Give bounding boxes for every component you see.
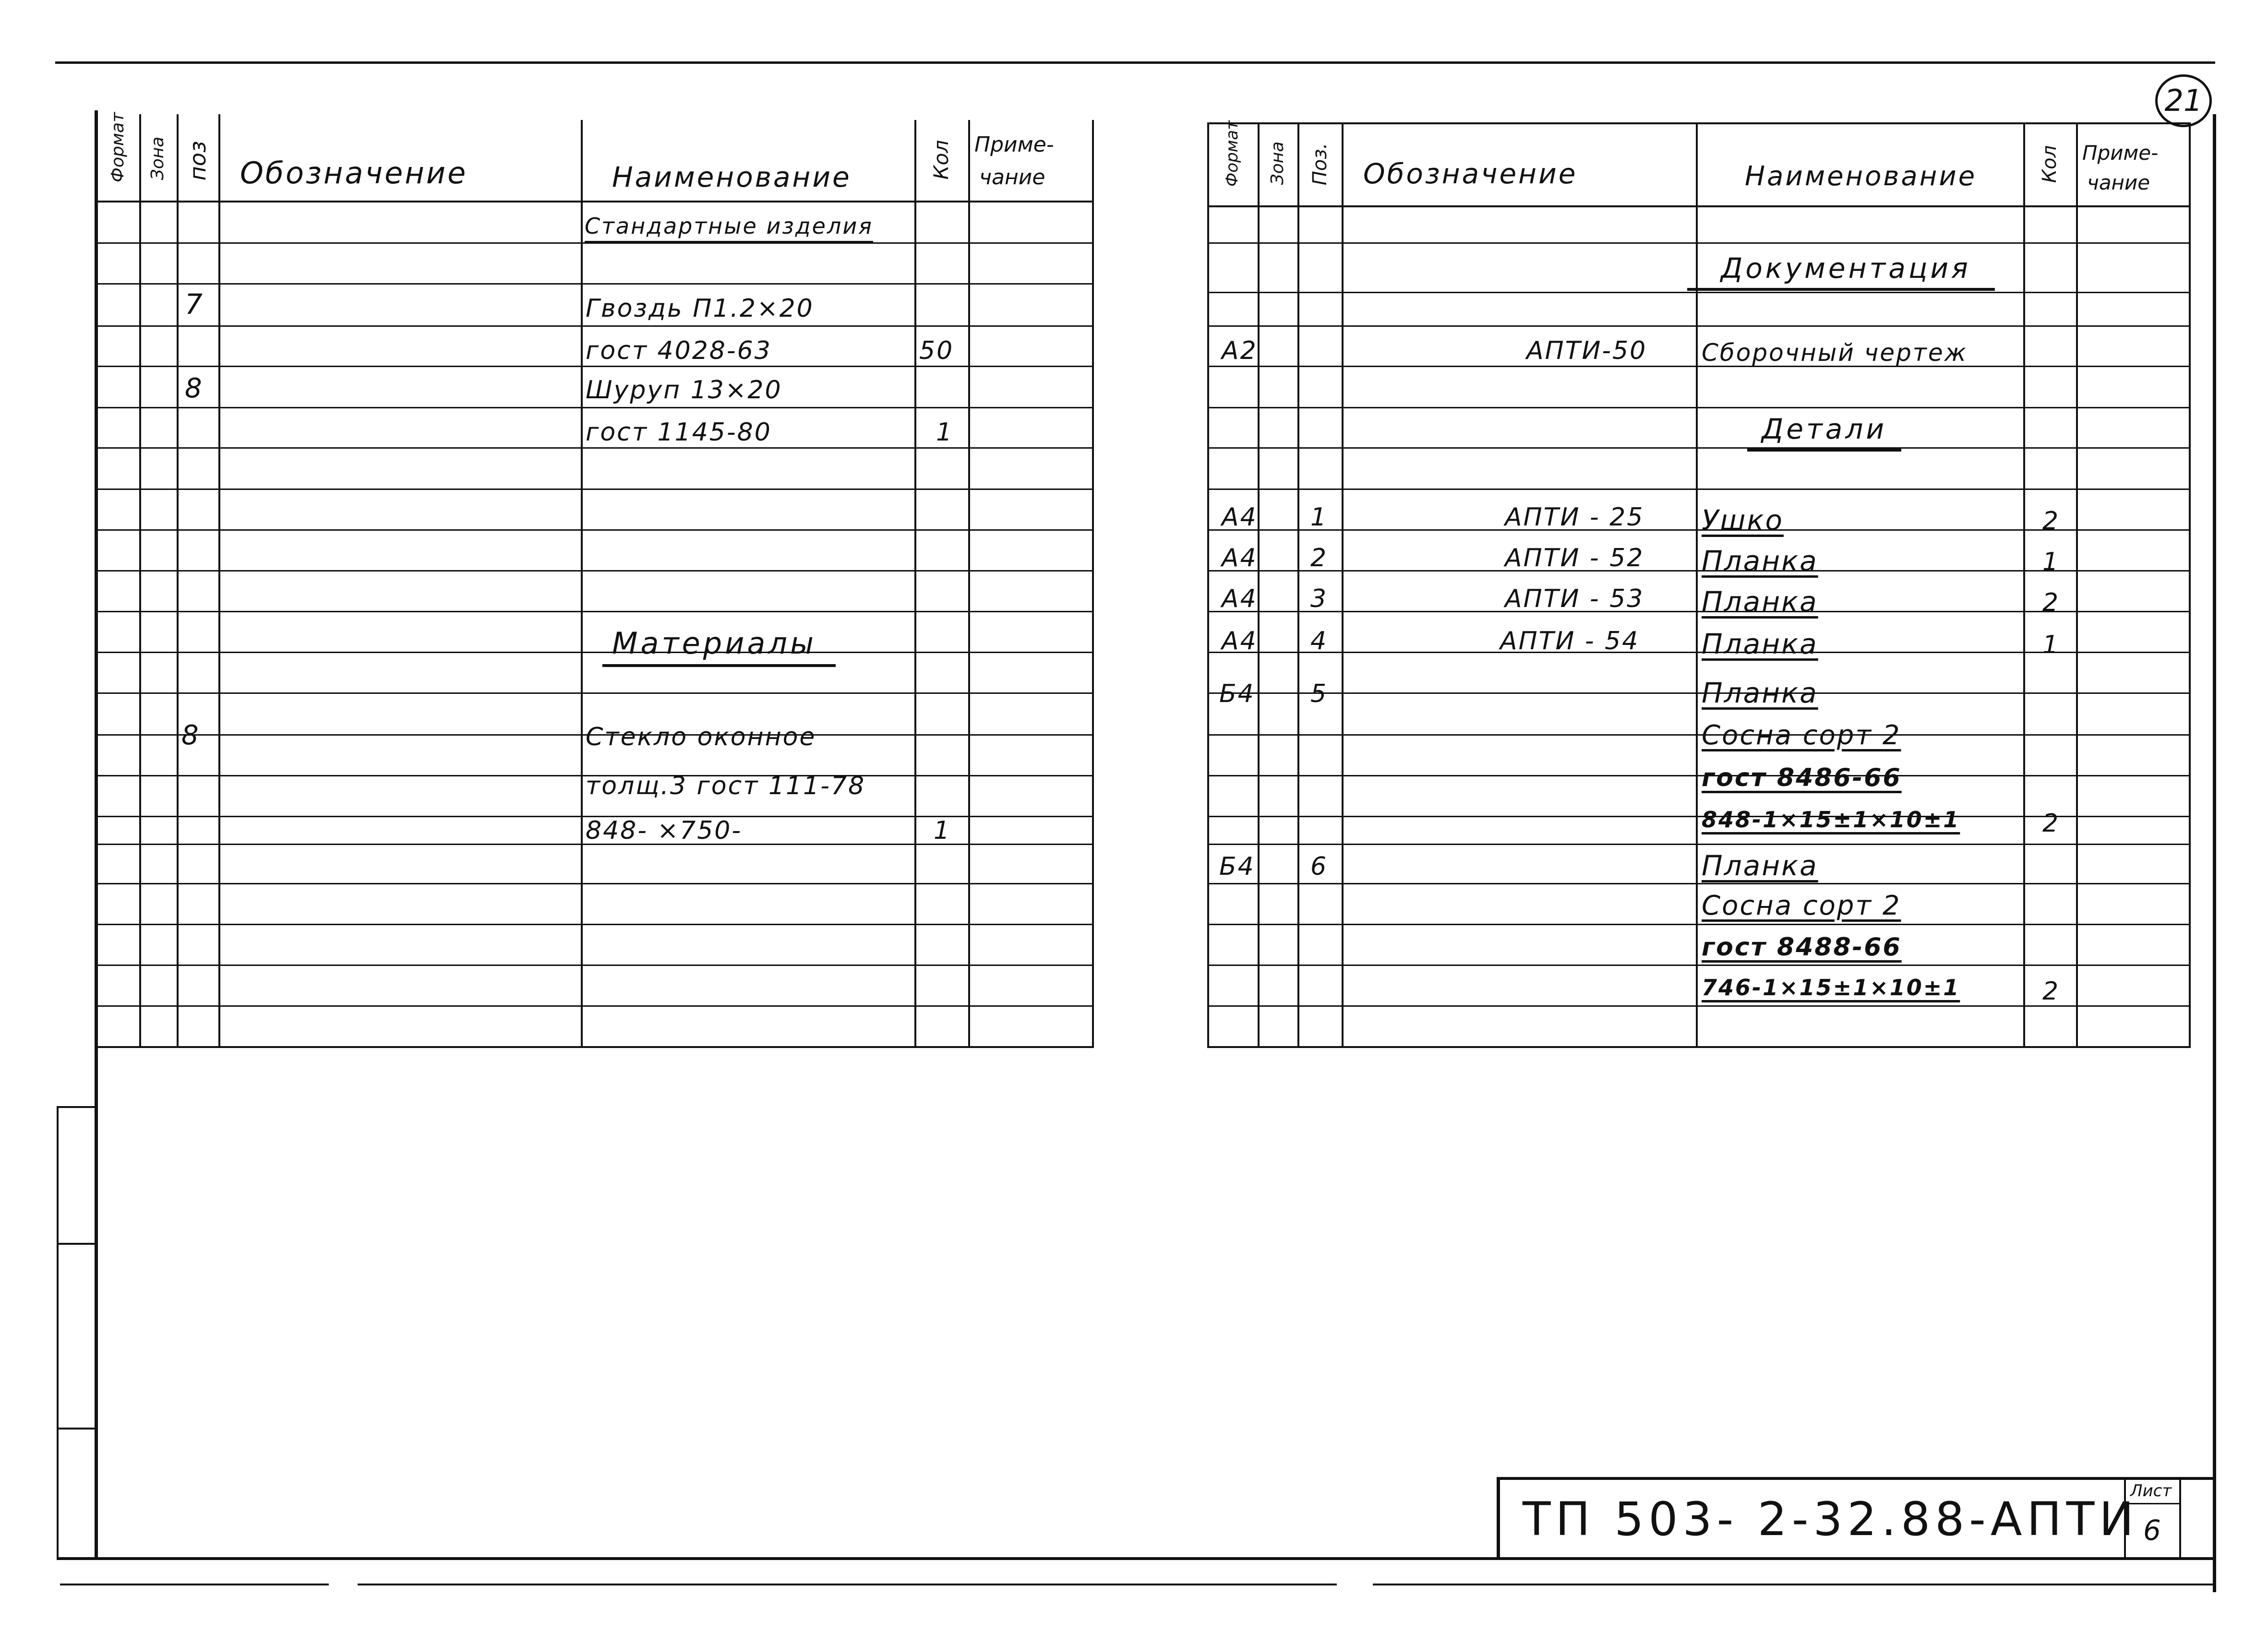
- left-row-line: [95, 611, 1094, 612]
- right-row-pos: 5: [1310, 679, 1328, 708]
- sheet-label: Лист: [2130, 1481, 2172, 1501]
- left-row-line: [95, 529, 1094, 531]
- right-header-bottom: [1207, 205, 2191, 207]
- right-row-qty: 2: [2042, 588, 2060, 617]
- right-row-line: [1207, 488, 2191, 490]
- right-row-name: 848-1×15±1×10±1: [1702, 807, 1960, 833]
- binding-strip: [57, 1106, 59, 1560]
- left-row-line: [95, 924, 1094, 925]
- right-table-line: [2076, 122, 2078, 1048]
- left-row-line: [95, 283, 1094, 285]
- right-row-name: Планка: [1702, 545, 1818, 577]
- right-row-format: А4: [1222, 584, 1258, 613]
- left-section-materials: Материалы: [602, 629, 836, 667]
- left-row-line: [95, 366, 1094, 367]
- left-row-name: гост 4028-63: [586, 336, 772, 365]
- right-row-designation: АПТИ - 52: [1505, 544, 1644, 572]
- right-header-qty: Кол: [2039, 145, 2061, 183]
- right-row-qty: 2: [2042, 977, 2060, 1006]
- right-table-line: [1342, 122, 1344, 1048]
- right-row-designation: АПТИ-50: [1526, 336, 1647, 365]
- right-row-name: Сборочный чертеж: [1702, 339, 1968, 367]
- left-row-name: 848- ×750-: [586, 816, 743, 845]
- left-row-qty: 1: [936, 418, 954, 447]
- right-row-line: [1207, 883, 2191, 884]
- right-row-line: [1207, 325, 2191, 327]
- sheet-badge-label: 21: [2164, 83, 2203, 118]
- right-row-pos: 6: [1310, 852, 1328, 881]
- right-section-details: Детали: [1747, 415, 1901, 452]
- right-row-name: Планка: [1702, 677, 1818, 709]
- right-row-line: [1207, 844, 2191, 845]
- right-row-pos: 2: [1310, 544, 1328, 572]
- right-table-line: [1297, 122, 1299, 1048]
- left-row-line: [95, 325, 1094, 327]
- left-row-qty: 1: [934, 816, 951, 845]
- right-row-qty: 2: [2042, 507, 2060, 536]
- left-header-qty: Кол: [929, 140, 953, 180]
- left-row-line: [95, 692, 1094, 694]
- left-table-bottom: [95, 1046, 1094, 1048]
- left-table-line: [95, 114, 98, 1048]
- left-row-name: гост 1145-80: [586, 418, 772, 447]
- left-row-pos: 8: [181, 720, 200, 751]
- left-row-name: Стекло оконное: [586, 723, 816, 751]
- right-row-pos: 3: [1310, 584, 1328, 613]
- right-row-line: [1207, 366, 2191, 367]
- right-row-qty: 1: [2042, 631, 2060, 659]
- left-row-line: [95, 652, 1094, 653]
- right-row-line: [1207, 965, 2191, 966]
- right-row-format: Б4: [1219, 852, 1255, 881]
- left-header-name: Наименование: [612, 161, 852, 193]
- binding-strip-divider: [57, 1428, 96, 1430]
- right-row-line: [1207, 692, 2191, 694]
- right-header-format: Формат: [1223, 120, 1242, 187]
- left-row-line: [95, 407, 1094, 408]
- right-row-name: Ушко: [1702, 504, 1784, 536]
- binding-strip-divider: [57, 1106, 96, 1108]
- left-row-name: Шуруп 13×20: [586, 376, 782, 405]
- title-block-left: [1497, 1477, 1500, 1559]
- right-header-designation: Обозначение: [1363, 157, 1578, 190]
- right-row-line: [1207, 407, 2191, 408]
- right-row-format: А4: [1222, 544, 1258, 572]
- right-row-line: [1207, 292, 2191, 293]
- sheet-cell-right: [2179, 1477, 2181, 1559]
- right-row-line: [1207, 924, 2191, 925]
- left-row-line: [95, 883, 1094, 884]
- left-row-name: Гвоздь П1.2×20: [586, 294, 814, 323]
- right-header-top: [1207, 122, 2191, 124]
- right-row-line: [1207, 242, 2191, 244]
- left-table-line: [581, 120, 583, 1048]
- left-table-line: [139, 114, 141, 1048]
- left-row-line: [95, 1005, 1094, 1007]
- bottom-cut-line: [60, 1584, 329, 1585]
- left-row-line: [95, 965, 1094, 966]
- left-table-line: [968, 120, 970, 1048]
- left-row-pos: 8: [185, 373, 204, 404]
- right-row-name: гост 8486-66: [1702, 763, 1902, 792]
- right-row-name: Планка: [1702, 849, 1818, 882]
- right-table-line: [1207, 122, 1209, 1048]
- left-header-designation: Обозначение: [240, 155, 468, 191]
- left-row-name: толщ.3 гост 111-78: [586, 772, 866, 800]
- right-row-designation: АПТИ - 25: [1505, 503, 1644, 532]
- right-header-name: Наименование: [1745, 161, 1977, 192]
- left-row-qty: 50: [919, 336, 954, 365]
- left-header-pos: поз: [185, 141, 211, 181]
- right-row-line: [1207, 775, 2191, 776]
- right-header-pos: Поз.: [1309, 143, 1331, 186]
- right-header-note-1: Приме-: [2082, 141, 2159, 165]
- document-code: ТП 503- 2-32.88-АПТИ: [1523, 1492, 2139, 1546]
- sheet-badge: [2155, 74, 2212, 127]
- right-header-zone: Зона: [1268, 141, 1287, 185]
- left-header-note-1: Приме-: [974, 132, 1054, 157]
- right-row-qty: 2: [2042, 809, 2060, 838]
- left-row-pos: 7: [185, 288, 204, 321]
- sheet-number: 6: [2143, 1514, 2161, 1547]
- left-header-bottom: [95, 201, 1094, 203]
- left-table-line: [218, 114, 220, 1048]
- right-table-line: [2189, 122, 2191, 1048]
- right-row-name: Планка: [1702, 628, 1818, 660]
- bottom-cut-line: [358, 1584, 1337, 1585]
- right-row-name: Сосна сорт 2: [1702, 890, 1901, 921]
- right-row-line: [1207, 734, 2191, 736]
- right-row-format: А2: [1222, 336, 1258, 365]
- bottom-cut-line: [1373, 1584, 2213, 1585]
- left-row-line: [95, 447, 1094, 449]
- right-row-name: 746-1×15±1×10±1: [1702, 975, 1960, 1001]
- top-border-line: [55, 61, 2215, 64]
- frame-bottom-line: [57, 1557, 2214, 1560]
- left-header-zone: Зона: [148, 136, 168, 180]
- right-row-name: гост 8488-66: [1702, 933, 1902, 962]
- right-row-name: Планка: [1702, 585, 1818, 618]
- title-block-top: [1499, 1477, 2214, 1480]
- right-row-name: Сосна сорт 2: [1702, 720, 1901, 751]
- right-section-documentation: Документация: [1687, 254, 1995, 291]
- left-row-line: [95, 570, 1094, 572]
- left-table-line: [914, 120, 916, 1048]
- right-row-format: А4: [1222, 503, 1258, 532]
- right-row-qty: 1: [2042, 548, 2060, 576]
- left-row-line: [95, 488, 1094, 490]
- right-row-pos: 4: [1310, 627, 1328, 655]
- right-row-pos: 1: [1310, 503, 1328, 532]
- left-header-format: Формат: [108, 112, 128, 182]
- right-row-format: Б4: [1219, 679, 1255, 708]
- right-row-format: А4: [1222, 627, 1258, 655]
- left-table-line: [1092, 120, 1094, 1048]
- right-row-line: [1207, 447, 2191, 449]
- right-table-bottom: [1207, 1046, 2191, 1048]
- right-header-note-2: чание: [2087, 171, 2150, 194]
- left-header-note-2: чание: [979, 165, 1045, 190]
- right-row-designation: АПТИ - 53: [1505, 584, 1644, 613]
- frame-right-line: [2213, 114, 2216, 1592]
- binding-strip-divider: [57, 1243, 96, 1245]
- left-table-line: [177, 114, 179, 1048]
- left-row-name: Стандартные изделия: [585, 215, 873, 244]
- right-row-designation: АПТИ - 54: [1500, 627, 1640, 655]
- right-table-line: [2023, 122, 2025, 1048]
- right-table-line: [1258, 122, 1260, 1048]
